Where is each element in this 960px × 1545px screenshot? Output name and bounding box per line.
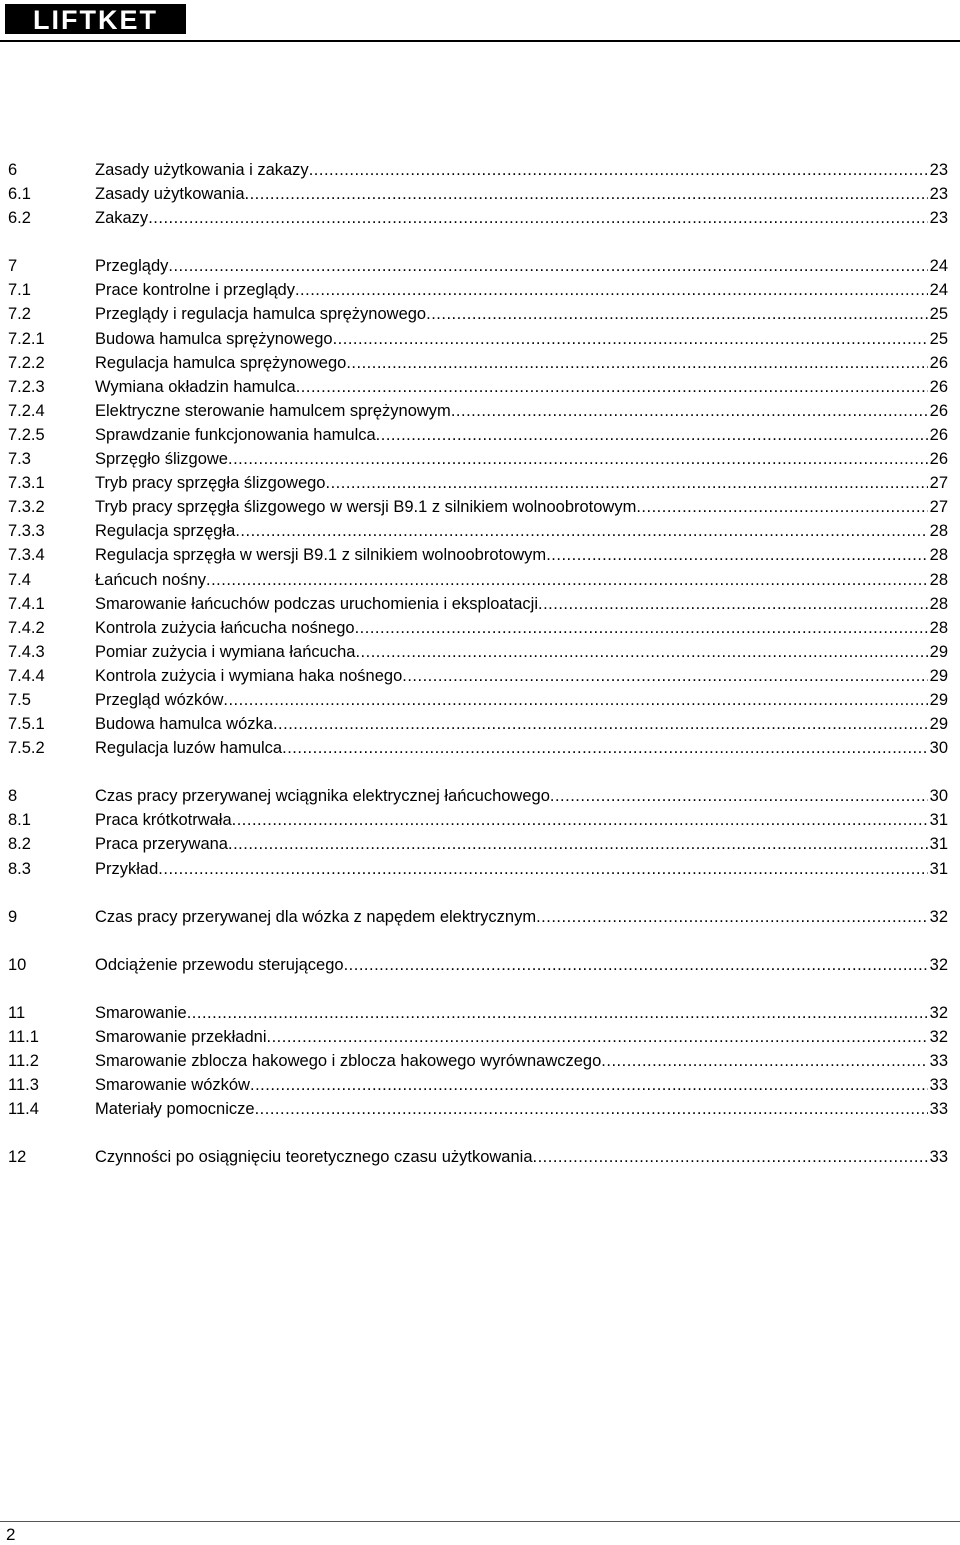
toc-section-number: 8.3 [8,859,31,878]
toc-section-number: 7.3.1 [8,474,45,493]
toc-section-title: Regulacja sprzęgła w wersji B9.1 z silnikiem wolnoobrotowym [95,543,546,567]
toc-entry[interactable] [8,688,948,712]
toc-section-number: 6.2 [8,209,31,228]
toc-section-title: Materiały pomocnicze [95,1097,255,1121]
toc-section-title: Przeglądy i regulacja hamulca sprężynowego [95,302,426,326]
toc-entry[interactable] [8,1049,948,1073]
toc-entry-line [95,1073,948,1097]
toc-entry[interactable] [8,664,948,688]
toc-page-number: 29 [928,712,948,736]
toc-entry-line [95,471,948,495]
toc-dot-leader [228,447,928,471]
toc-entry[interactable] [8,254,948,278]
toc-dot-leader [601,1049,927,1073]
toc-entry-line [95,736,948,760]
toc-section-number: 8 [8,787,18,806]
toc-section-title: Zakazy [95,206,148,230]
toc-section-number: 11.4 [8,1100,39,1119]
toc-dot-leader [187,1001,928,1025]
toc-page-number: 29 [928,688,948,712]
toc-section-number: 7 [8,257,18,276]
toc-entry[interactable] [8,616,948,640]
toc-section-title: Wymiana okładzin hamulca [95,375,296,399]
toc-dot-leader [426,302,928,326]
toc-section-number: 7.3.2 [8,498,45,517]
toc-entry-line [95,568,948,592]
toc-dot-leader [355,616,928,640]
toc-section-number: 7.3.3 [8,522,45,541]
toc-section-number: 8.2 [8,835,31,854]
toc-dot-leader [536,905,928,929]
toc-dot-leader [325,471,927,495]
toc-entry[interactable] [8,302,948,326]
toc-section-title: Budowa hamulca sprężynowego [95,327,333,351]
toc-entry-line [95,832,948,856]
toc-section-title: Prace kontrolne i przeglądy [95,278,295,302]
toc-entry[interactable] [8,1073,948,1097]
toc-entry[interactable] [8,905,948,929]
toc-entry[interactable] [8,568,948,592]
toc-section-title: Zasady użytkowania i zakazy [95,158,309,182]
toc-section-title: Praca krótkotrwała [95,808,232,832]
toc-page-number: 26 [928,375,948,399]
toc-entry[interactable] [8,278,948,302]
toc-section-number: 7.2.4 [8,401,45,420]
toc-dot-leader [295,278,928,302]
toc-page-number: 28 [928,616,948,640]
toc-page-number: 32 [928,1001,948,1025]
toc-section-number: 7.5.1 [8,715,45,734]
toc-entry-line [95,905,948,929]
toc-entry[interactable] [8,736,948,760]
toc-page-number: 23 [928,182,948,206]
toc-entry[interactable] [8,543,948,567]
toc-page-number: 30 [928,784,948,808]
toc-dot-leader [282,736,928,760]
toc-section-title: Łańcuch nośny [95,568,206,592]
toc-dot-leader [235,519,927,543]
toc-section-number: 11.2 [8,1052,39,1070]
toc-section-title: Przykład [95,857,158,881]
toc-section-number: 6.1 [8,185,31,204]
toc-entry-line [95,495,948,519]
toc-page-number: 32 [928,905,948,929]
toc-entry-line [95,423,948,447]
toc-entry[interactable] [8,1097,948,1121]
toc-section-number: 7.5.2 [8,739,45,758]
toc-entry[interactable] [8,1001,948,1025]
toc-entry-line [95,640,948,664]
toc-section-number: 11 [8,1003,26,1022]
toc-entry-line [95,712,948,736]
toc-section-title: Praca przerywana [95,832,228,856]
toc-entry-line [95,784,948,808]
toc-page-number: 31 [928,808,948,832]
toc-section-number: 7.2 [8,305,31,324]
toc-section-number: 7.1 [8,281,31,300]
toc-entry-line [95,375,948,399]
toc-dot-leader [550,784,928,808]
toc-page-number: 32 [928,1025,948,1049]
toc-section-number: 11.1 [8,1027,39,1046]
toc-page-number: 33 [928,1073,948,1097]
toc-section-number: 9 [8,907,18,926]
toc-entry[interactable] [8,1025,948,1049]
toc-section-title: Smarowanie wózków [95,1073,250,1097]
toc-page-number: 32 [928,953,948,977]
toc-dot-leader [355,640,927,664]
toc-page-number: 27 [928,495,948,519]
toc-page-number: 24 [928,254,948,278]
toc-dot-leader [228,832,928,856]
toc-section-title: Regulacja hamulca sprężynowego [95,351,346,375]
toc-section-title: Czynności po osiągnięciu teoretycznego czasu użytkowania [95,1145,533,1169]
toc-entry[interactable] [8,423,948,447]
toc-page-number: 33 [928,1097,948,1121]
toc-entry[interactable] [8,1145,948,1169]
toc-entry-line [95,1097,948,1121]
toc-entry-line [95,182,948,206]
toc-section-title: Elektryczne sterowanie hamulcem sprężynowym [95,399,451,423]
toc-page-number: 25 [928,302,948,326]
toc-page-number: 29 [928,664,948,688]
toc-page-number: 31 [928,857,948,881]
toc-entry[interactable] [8,808,948,832]
toc-page-number: 28 [928,519,948,543]
toc-entry-line [95,1145,948,1169]
toc-entry[interactable] [8,471,948,495]
toc-dot-leader [333,327,928,351]
toc-section-title: Smarowanie przekładni [95,1025,267,1049]
toc-dot-leader [376,423,928,447]
toc-page-number: 28 [928,592,948,616]
toc-page-number: 30 [928,736,948,760]
liftket-logo: LIFTKET [5,4,186,34]
toc-section-title: Tryb pracy sprzęgła ślizgowego [95,471,325,495]
toc-entry[interactable] [8,857,948,881]
toc-section-title: Sprzęgło ślizgowe [95,447,228,471]
toc-section-title: Przeglądy [95,254,168,278]
toc-entry-line [95,327,948,351]
toc-entry-line [95,158,948,182]
toc-dot-leader [255,1097,928,1121]
toc-entry[interactable] [8,375,948,399]
toc-dot-leader [168,254,927,278]
toc-entry[interactable] [8,495,948,519]
toc-entry-line [95,278,948,302]
toc-section-title: Tryb pracy sprzęgła ślizgowego w wersji B9.1 z silnikiem wolnoobrotowym [95,495,636,519]
toc-entry[interactable] [8,351,948,375]
toc-dot-leader [267,1025,928,1049]
toc-dot-leader [636,495,927,519]
toc-section-number: 6 [8,161,18,179]
toc-entry-line [95,688,948,712]
toc-page-number: 23 [928,206,948,230]
toc-entry-line [95,543,948,567]
toc-section-number: 7.2.5 [8,425,45,444]
toc-section-title: Czas pracy przerywanej wciągnika elektrycznej łańcuchowego [95,784,550,808]
toc-section-title: Odciążenie przewodu sterującego [95,953,344,977]
toc-section-title: Regulacja luzów hamulca [95,736,282,760]
toc-section-title: Sprawdzanie funkcjonowania hamulca [95,423,376,447]
toc-dot-leader [538,592,928,616]
toc-dot-leader [250,1073,928,1097]
toc-page-number: 29 [928,640,948,664]
toc-section-number: 7.4.3 [8,642,45,661]
footer-divider [0,1521,960,1522]
toc-entry[interactable] [8,832,948,856]
toc-entry[interactable] [8,519,948,543]
toc-page-number: 26 [928,447,948,471]
toc-section-number: 7.2.2 [8,353,45,372]
toc-page-number: 24 [928,278,948,302]
toc-entry-line [95,1025,948,1049]
toc-entry-line [95,1001,948,1025]
toc-section-title: Regulacja sprzęgła [95,519,235,543]
toc-section-number: 10 [8,955,27,974]
toc-dot-leader [309,158,928,182]
toc-section-number: 7.4.2 [8,618,45,637]
toc-section-number: 7.4.4 [8,666,45,685]
toc-page-number: 28 [928,543,948,567]
toc-entry[interactable] [8,447,948,471]
toc-dot-leader [546,543,927,567]
toc-entry[interactable] [8,953,948,977]
header-divider [0,40,960,42]
toc-section-number: 7.3 [8,450,31,469]
toc-section-number: 11.3 [8,1076,39,1095]
toc-section-number: 7.5 [8,690,31,709]
toc-entry-line [95,351,948,375]
toc-entry-line [95,447,948,471]
toc-section-number: 7.4.1 [8,594,45,613]
toc-dot-leader [223,688,927,712]
page-number: 2 [6,1525,16,1544]
toc-entry-line [95,616,948,640]
toc-section-title: Przegląd wózków [95,688,223,712]
toc-section-number: 7.2.3 [8,377,45,396]
toc-dot-leader [451,399,928,423]
toc-entry[interactable] [8,712,948,736]
toc-entry-line [95,399,948,423]
toc-entry[interactable] [8,158,948,182]
toc-section-title: Zasady użytkowania [95,182,245,206]
toc-section-title: Budowa hamulca wózka [95,712,273,736]
toc-page-number: 33 [928,1145,948,1169]
toc-entry-line [95,519,948,543]
toc-dot-leader [245,182,928,206]
toc-section-title: Kontrola zużycia i wymiana haka nośnego [95,664,402,688]
toc-section-title: Czas pracy przerywanej dla wózka z napędem elektrycznym [95,905,536,929]
toc-dot-leader [148,206,927,230]
toc-dot-leader [346,351,927,375]
toc-dot-leader [273,712,928,736]
toc-section-title: Smarowanie łańcuchów podczas uruchomienia i eksploatacji [95,592,538,616]
toc-dot-leader [158,857,927,881]
toc-section-number: 12 [8,1148,27,1167]
toc-entry-line [95,664,948,688]
toc-entry[interactable] [8,399,948,423]
toc-entry-line [95,1049,948,1073]
toc-entry[interactable] [8,206,948,230]
toc-entry[interactable] [8,592,948,616]
toc-section-title: Smarowanie zblocza hakowego i zblocza hakowego wyrównawczego [95,1049,601,1073]
toc-page-number: 26 [928,351,948,375]
toc-section-title: Kontrola zużycia łańcucha nośnego [95,616,355,640]
toc-entry-line [95,254,948,278]
toc-page-number: 26 [928,399,948,423]
toc-section-number: 8.1 [8,811,31,830]
toc-entry-line [95,808,948,832]
toc-entry-line [95,953,948,977]
table-of-contents [8,158,948,1169]
toc-page-number: 31 [928,832,948,856]
toc-dot-leader [296,375,928,399]
toc-entry-line [95,857,948,881]
toc-section-title: Smarowanie [95,1001,187,1025]
toc-entry[interactable] [8,640,948,664]
toc-page-number: 27 [928,471,948,495]
toc-entry-line [95,302,948,326]
toc-entry[interactable] [8,182,948,206]
toc-dot-leader [206,568,928,592]
toc-page-number: 25 [928,327,948,351]
toc-page-number: 23 [928,158,948,182]
toc-section-number: 7.4 [8,570,31,589]
toc-entry[interactable] [8,784,948,808]
toc-page-number: 33 [928,1049,948,1073]
toc-section-title: Pomiar zużycia i wymiana łańcucha [95,640,355,664]
toc-entry-line [95,206,948,230]
toc-section-number: 7.2.1 [8,329,45,348]
toc-dot-leader [402,664,927,688]
toc-dot-leader [232,808,928,832]
toc-entry-line [95,592,948,616]
toc-section-number: 7.3.4 [8,546,45,565]
toc-dot-leader [344,953,928,977]
toc-page-number: 26 [928,423,948,447]
toc-entry[interactable] [8,327,948,351]
toc-page-number: 28 [928,568,948,592]
toc-dot-leader [533,1145,928,1169]
